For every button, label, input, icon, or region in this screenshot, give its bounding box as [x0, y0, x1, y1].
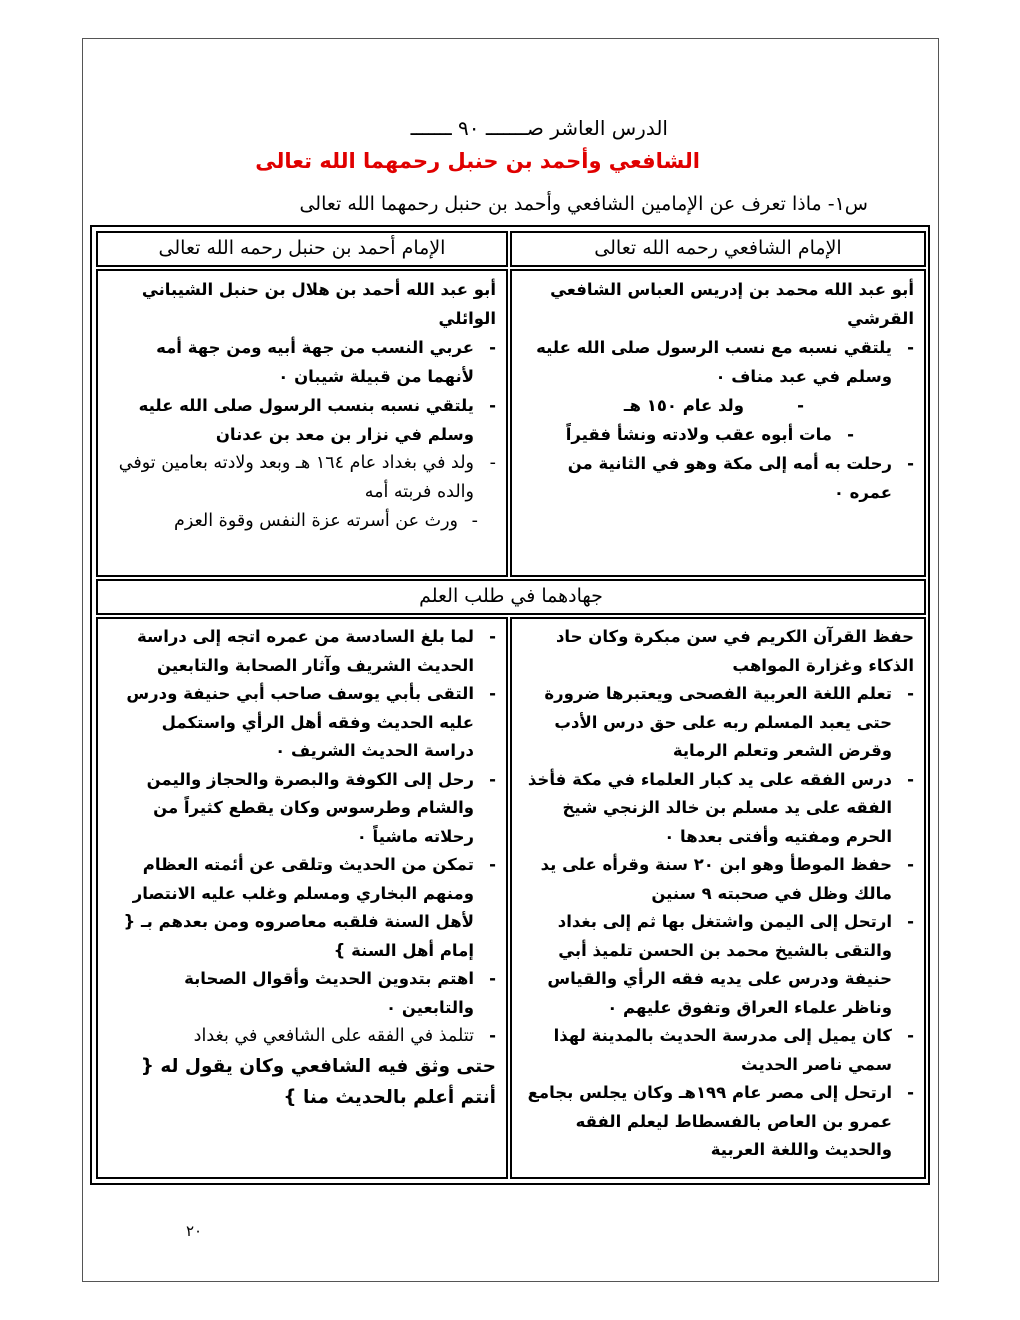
lesson-heading: الدرس العاشر صـــــــ ٩٠ ـــــــ	[410, 116, 668, 140]
page-title: الشافعي وأحمد بن حنبل رحمهما الله تعالى	[255, 149, 700, 173]
list-item: - يلتقي نسبه مع نسب الرسول صلى الله عليه وسلم في عبد مناف ٠	[536, 338, 914, 386]
ahmad-name: أبو عبد الله أحمد بن هلال بن حنبل الشيباني الوائلي	[141, 280, 496, 328]
header-shafii: الإمام الشافعي رحمه الله تعالى	[510, 231, 926, 267]
closing-quote: حتى وثق فيه الشافعي وكان يقول له { أنتم أعلم بالحديث منا }	[140, 1055, 496, 1108]
list-item: - مات أبوه عقب ولادته ونشأ فقيراً	[565, 425, 854, 444]
shafii-intro: حفظ القرآن الكريم في سن مبكرة وكان حاد الذكاء وغزارة المواهب	[555, 627, 914, 675]
header-ahmad: الإمام أحمد بن حنبل رحمه الله تعالى	[96, 231, 508, 267]
shafii-bio-cell	[510, 269, 926, 577]
shafii-name: أبو عبد الله محمد بن إدريس العباس الشافعي القرشي	[550, 280, 914, 328]
list-item: - حفظ الموطأ وهو ابن ٢٠ سنة وقرأه على يد مالك وظل في صحبته ٩ سنين	[540, 855, 914, 903]
section-header: جهادهما في طلب العلم	[96, 579, 926, 615]
page-number: ٢٠	[186, 1222, 203, 1240]
ahmad-bio-cell	[96, 269, 508, 577]
list-item: - ارتحل إلى اليمن واشتغل بها ثم إلى بغداد والتقى بالشيخ محمد بن الحسن تلميذ أبي حنيفة ودرس على يديه فقه الرأي والقياس وناظر علماء العراق وتفوق عليهم ٠	[547, 912, 914, 1017]
list-item: - تعلم اللغة العربية الفصحى ويعتبرها ضرورة حتى يعبد المسلم ربه على حق درس الأدب وقرض الشعر وتعلم الرماية	[544, 684, 914, 760]
list-item: - ارتحل إلى مصر عام ١٩٩هـ وكان يجلس بجامع عمرو بن العاص بالفسطاط ليعلم الفقه والحديث واللغة العربية	[527, 1083, 914, 1159]
list-item: - رحل إلى الكوفة والبصرة والحجاز واليمن والشام وطرسوس وكان يقطع كثيراً من رحلاته ماشياً ٠	[146, 769, 496, 846]
list-item: - اهتم بتدوين الحديث وأقوال الصحابة والتابعين ٠	[184, 969, 496, 1017]
question-text: س١- ماذا تعرف عن الإمامين الشافعي وأحمد بن حنبل رحمهما الله تعالى	[299, 193, 868, 215]
list-item: - ولد عام ١٥٠ هـ	[623, 396, 804, 415]
list-item: - رحلت به أمه إلى مكة وهو في الثانية من عمره ٠	[567, 454, 914, 502]
shafii-study-cell	[510, 617, 926, 1179]
list-item: - ولد في بغداد عام ١٦٤ هـ وبعد ولادته بعامين توفي والده فربته أمه	[118, 453, 496, 502]
list-item: - تتلمذ في الفقه على الشافعي في بغداد	[193, 1026, 496, 1046]
list-item: - تمكن من الحديث وتلقى عن أئمته العظام ومنهم البخاري ومسلم وغلب عليه الانتصار لأهل السنة فلقبه معاصروه ومن بعدهم بـ { إمام أهل السنة }	[123, 855, 496, 960]
ahmad-study-cell	[96, 617, 508, 1179]
list-item: - ورث عن أسرته عزة النفس وقوة العزم	[173, 511, 478, 531]
comparison-table	[90, 225, 930, 1185]
list-item: - التقى بأبي يوسف صاحب أبي حنيفة ودرس عليه الحديث وفقه أهل الرأي واستكمل دراسة الحديث الشريف ٠	[126, 684, 496, 760]
list-item: - كان يميل إلى مدرسة الحديث بالمدينة لهذا سمي ناصر الحديث	[553, 1026, 914, 1074]
list-item: - يلتقي نسبه بنسب الرسول صلى الله عليه وسلم في نزار بن معد بن عدنان	[138, 396, 496, 444]
list-item: - عربي النسب من جهة أبيه ومن جهة أمه لأنهما من قبيلة شيبان ٠	[156, 338, 496, 386]
list-item: - لما بلغ السادسة من عمره اتجه إلى دراسة الحديث الشريف وآثار الصحابة والتابعين	[137, 627, 496, 675]
list-item: - درس الفقه على يد كبار العلماء في مكة فأخذ الفقه على يد مسلم بن خالد الزنجي شيخ الحرم ومفتيه وأفتى بعدها ٠	[527, 769, 914, 846]
